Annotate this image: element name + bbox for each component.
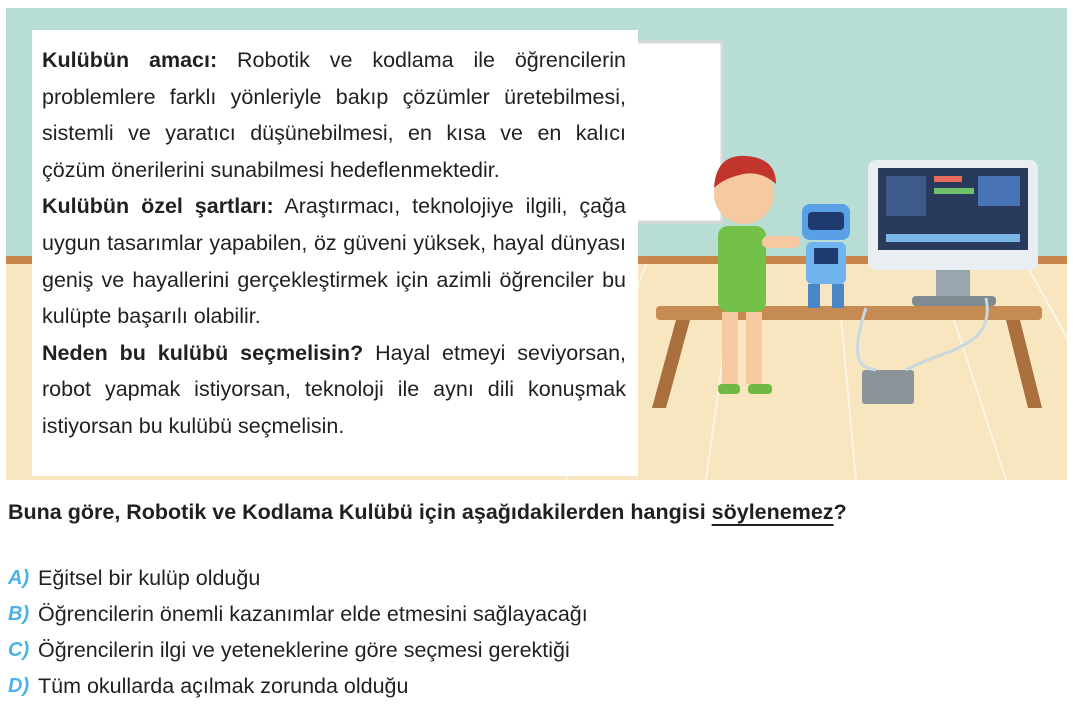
option-letter: D)	[8, 674, 30, 697]
paragraph-heading: Neden bu kulübü seçmelisin?	[42, 340, 364, 365]
option-text: Öğrencilerin ilgi ve yeteneklerine göre seçmesi gerektiği	[38, 637, 570, 662]
paragraph-text: Araştırmacı, teknolojiye ilgili, çağa uygun tasarımlar yapabilen, öz güveni yüksek, hayal dünyası geniş ve hayallerini gerçekleştirmek için azimli öğrenciler bu kulüpte başarılı olabilir.	[42, 194, 626, 329]
paragraph-text: Hayal etmeyi seviyorsan, robot yapmak istiyorsan, teknoloji ile aynı dili konuşmak istiyorsan bu kulübü seçmelisin.	[42, 340, 626, 438]
option-text: Eğitsel bir kulüp olduğu	[38, 565, 261, 590]
option-letter: C)	[8, 638, 30, 661]
option-b[interactable]	[8, 596, 588, 632]
passage-paragraph-2	[42, 188, 626, 334]
answer-options	[8, 560, 588, 704]
passage-paragraph-1	[42, 42, 626, 188]
option-letter: A)	[8, 566, 30, 589]
passage-panel	[32, 30, 638, 476]
question-underlined-word: söylenemez	[711, 500, 834, 524]
paragraph-heading: Kulübün özel şartları:	[42, 194, 274, 219]
option-text: Öğrencilerin önemli kazanımlar elde etmesini sağlayacağı	[38, 601, 588, 626]
option-a[interactable]	[8, 560, 588, 596]
passage-paragraph-3	[42, 335, 626, 445]
question-text: Buna göre, Robotik ve Kodlama Kulübü için aşağıdakilerden hangisi	[8, 500, 712, 524]
paragraph-text: Robotik ve kodlama ile öğrencilerin problemlere farklı yönleriyle bakıp çözümler üretebilmesi, sistemli ve yaratıcı düşünebilmesi, en kısa ve en kalıcı çözüm önerilerini sunabilmesi hedeflenmektedir.	[42, 48, 626, 182]
question-end: ?	[833, 500, 847, 524]
option-d[interactable]	[8, 668, 588, 704]
paragraph-heading: Kulübün amacı:	[42, 48, 218, 72]
battery	[862, 370, 914, 404]
option-c[interactable]	[8, 632, 588, 668]
illustration	[6, 8, 1067, 480]
question-stem	[8, 500, 847, 525]
option-letter: B)	[8, 602, 30, 625]
option-text: Tüm okullarda açılmak zorunda olduğu	[38, 673, 409, 698]
